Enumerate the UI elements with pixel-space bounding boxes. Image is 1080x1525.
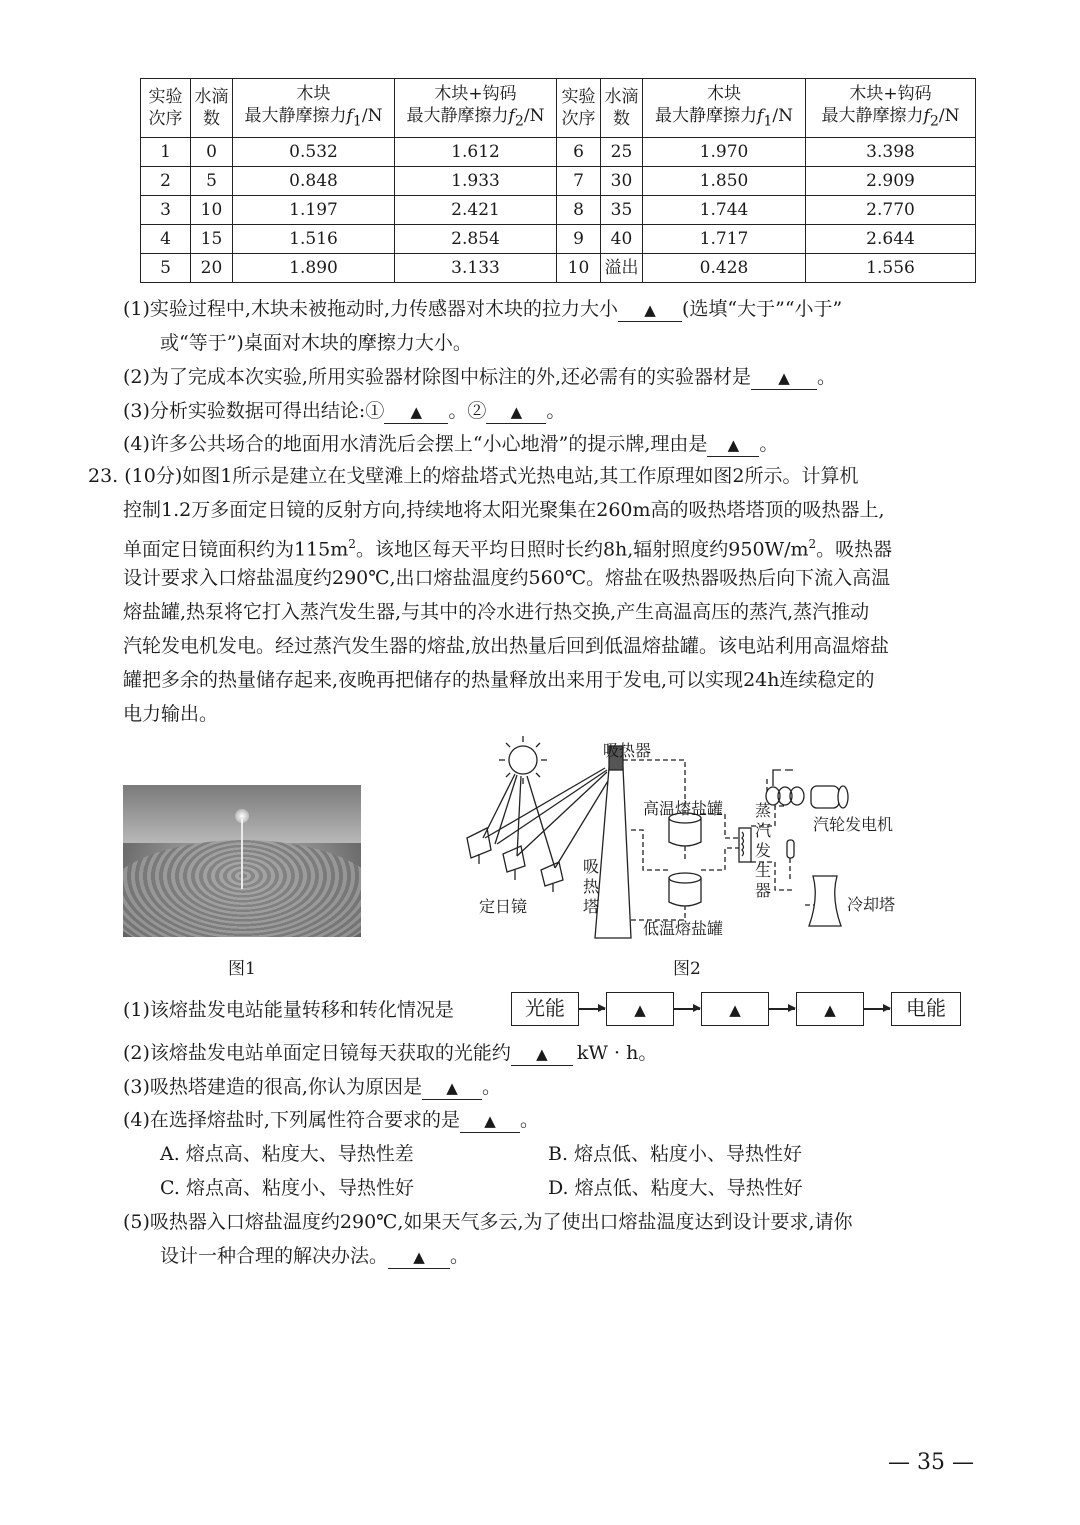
table-row — [141, 167, 976, 196]
energy-box-blank-3: ▲ — [796, 992, 864, 1026]
table-cell: 40 — [601, 225, 643, 254]
label-heliostat: 定日镜 — [479, 897, 528, 916]
table-cell: 0.532 — [233, 138, 395, 167]
table-cell: 3 — [141, 196, 191, 225]
table-cell: 3.133 — [395, 254, 557, 283]
q23-para-line5: 熔盐罐,热泵将它打入蒸汽发生器,与其中的冷水进行热交换,产生高温高压的蒸汽,蒸汽推动 — [123, 601, 870, 623]
table-cell: 1.612 — [395, 138, 557, 167]
q23-para-line3: 单面定日镜面积约为$115m^2$。该地区每天平均日照时长约8h,辐射照度约$950W/m^2$。吸热器 — [123, 537, 893, 561]
header-drops-2: 水滴 数 — [601, 79, 643, 138]
table-cell: 20 — [191, 254, 233, 283]
table-cell: 5 — [141, 254, 191, 283]
table-cell: 8 — [557, 196, 601, 225]
energy-box-start: 光能 — [511, 992, 579, 1026]
option-c: C. 熔点高、粘度小、导热性好 — [160, 1177, 414, 1199]
table-cell: 1.744 — [643, 196, 806, 225]
table-cell: 3.398 — [806, 138, 976, 167]
table-cell: 1.516 — [233, 225, 395, 254]
q23-para-line1: 23. (10分)如图1所示是建立在戈壁滩上的熔盐塔式光热电站,其工作原理如图2所示。计算机 — [88, 465, 859, 487]
q23-para-line8: 电力输出。 — [123, 703, 219, 725]
header-f2-2: 木块+钩码 最大静摩擦力$f_2/N$ — [806, 79, 976, 138]
q22-3: (3)分析实验数据可得出结论:① ▲ 。② ▲ 。 — [123, 400, 566, 422]
answer-blank-mark: ▲ — [727, 436, 740, 454]
friction-data-table — [140, 78, 976, 283]
table-cell: 5 — [191, 167, 233, 196]
arrow-icon — [674, 1008, 700, 1010]
table-cell: 6 — [557, 138, 601, 167]
table-header-row — [141, 79, 976, 138]
option-a: A. 熔点高、粘度大、导热性差 — [160, 1143, 414, 1165]
arrow-icon — [864, 1008, 890, 1010]
answer-blank-mark: ▲ — [536, 1045, 548, 1063]
energy-box-blank-2: ▲ — [701, 992, 769, 1026]
q23-para-line2: 控制1.2万多面定日镜的反射方向,持续地将太阳光聚集在260m高的吸热塔塔顶的吸热器上, — [123, 499, 885, 521]
table-cell: 溢出 — [601, 254, 643, 283]
page-number: — 35 — — [888, 1450, 974, 1475]
heliostat-mirror — [503, 846, 525, 872]
label-turbine: 汽轮发电机 — [813, 815, 894, 834]
q23-para-line6: 汽轮发电机发电。经过蒸汽发生器的熔盐,放出热量后回到低温熔盐罐。该电站利用高温熔盐 — [123, 635, 890, 657]
header-f2: 木块+钩码 最大静摩擦力$f_2/N$ — [395, 79, 557, 138]
table-cell: 1 — [141, 138, 191, 167]
answer-blank-mark: ▲ — [413, 1248, 425, 1266]
table-cell: 0 — [191, 138, 233, 167]
table-cell: 25 — [601, 138, 643, 167]
arrow-icon — [579, 1008, 605, 1010]
q22-4: (4)许多公共场合的地面用水清洗后会摆上“小心地滑”的提示牌,理由是 ▲ 。 — [123, 433, 779, 455]
table-cell: 2.644 — [806, 225, 976, 254]
label-tower-3: 塔 — [583, 897, 600, 916]
table-cell: 7 — [557, 167, 601, 196]
fig1-caption: 图1 — [228, 959, 256, 979]
table-cell: 1.556 — [806, 254, 976, 283]
option-d: D. 熔点低、粘度大、导热性好 — [548, 1177, 803, 1199]
header-drops: 水滴 数 — [191, 79, 233, 138]
pump-icon — [787, 840, 794, 858]
cooling-tower-icon — [809, 876, 841, 926]
q22-1-line1: (1)实验过程中,木块未被拖动时,力传感器对木块的拉力大小 ▲ (选填“大于”“小于” — [123, 298, 843, 320]
table-cell: 2.421 — [395, 196, 557, 225]
label-cold-tank: 低温熔盐罐 — [643, 919, 724, 938]
option-b: B. 熔点低、粘度小、导热性好 — [548, 1143, 803, 1165]
sun-icon — [509, 746, 537, 774]
label-cooling-tower: 冷却塔 — [847, 895, 896, 914]
label-steam-2: 汽 — [755, 821, 772, 840]
energy-box-end: 电能 — [891, 992, 961, 1026]
arrow-icon — [769, 1008, 795, 1010]
label-hot-tank: 高温熔盐罐 — [643, 799, 724, 818]
fig2-caption: 图2 — [673, 959, 701, 979]
table-row — [141, 196, 976, 225]
table-row — [141, 138, 976, 167]
table-cell: 1.197 — [233, 196, 395, 225]
q23-para-line4: 设计要求入口熔盐温度约290℃,出口熔盐温度约560℃。熔盐在吸热器吸热后向下流入高温 — [123, 567, 891, 589]
answer-blank-mark: ▲ — [510, 403, 523, 421]
table-cell: 1.890 — [233, 254, 395, 283]
header-f1-2: 木块 最大静摩擦力$f_1/N$ — [643, 79, 806, 138]
fig1-solar-plant-photo — [123, 785, 361, 937]
table-cell: 1.717 — [643, 225, 806, 254]
fig2-schematic — [455, 730, 925, 945]
answer-blank-mark: ▲ — [484, 1112, 496, 1130]
table-cell: 4 — [141, 225, 191, 254]
q22-2: (2)为了完成本次实验,所用实验器材除图中标注的外,还必需有的实验器材是 ▲ 。 — [123, 366, 837, 388]
q22-1-line2: 或“等于”)桌面对木块的摩擦力大小。 — [160, 332, 472, 354]
q23-5-line2: 设计一种合理的解决办法。 ▲ 。 — [160, 1245, 470, 1267]
table-cell: 1.933 — [395, 167, 557, 196]
table-cell: 1.970 — [643, 138, 806, 167]
table-cell: 2.909 — [806, 167, 976, 196]
q23-para-line7: 罐把多余的热量储存起来,夜晚再把储存的热量释放出来用于发电,可以实现24h连续稳定的 — [123, 669, 875, 691]
q23-3: (3)吸热塔建造的很高,你认为原因是 ▲ 。 — [123, 1076, 501, 1098]
heliostat-mirror — [541, 862, 563, 886]
turbine-icon — [766, 770, 848, 808]
table-cell: 2 — [141, 167, 191, 196]
table-row — [141, 225, 976, 254]
table-cell: 0.848 — [233, 167, 395, 196]
header-f1: 木块 最大静摩擦力$f_1/N$ — [233, 79, 395, 138]
q23-1: (1)该熔盐发电站能量转移和转化情况是 — [123, 999, 454, 1021]
answer-blank-mark: ▲ — [446, 1079, 458, 1097]
table-cell: 35 — [601, 196, 643, 225]
label-steam-4: 生 — [755, 861, 772, 880]
header-order-2: 实验 次序 — [557, 79, 601, 138]
answer-blank-mark: ▲ — [644, 301, 656, 319]
table-row — [141, 254, 976, 283]
table-cell: 1.850 — [643, 167, 806, 196]
table-cell: 30 — [601, 167, 643, 196]
label-tower-1: 吸 — [583, 857, 600, 876]
table-cell: 15 — [191, 225, 233, 254]
answer-blank-mark: ▲ — [410, 403, 423, 421]
steam-generator — [739, 828, 751, 862]
label-steam-1: 蒸 — [755, 801, 772, 820]
table-cell: 2.854 — [395, 225, 557, 254]
table-cell: 9 — [557, 225, 601, 254]
table-cell: 2.770 — [806, 196, 976, 225]
label-absorber: 吸热器 — [603, 741, 652, 760]
energy-box-blank-1: ▲ — [606, 992, 674, 1026]
q23-5-line1: (5)吸热器入口熔盐温度约290℃,如果天气多云,为了使出口熔盐温度达到设计要求,请你 — [123, 1211, 853, 1233]
table-cell: 10 — [557, 254, 601, 283]
q23-4: (4)在选择熔盐时,下列属性符合要求的是 ▲ 。 — [123, 1109, 539, 1131]
label-tower-2: 热 — [583, 877, 600, 896]
table-cell: 0.428 — [643, 254, 806, 283]
label-steam-5: 器 — [755, 881, 772, 900]
q23-2: (2)该熔盐发电站单面定日镜每天获取的光能约 ▲ kW · h。 — [123, 1042, 658, 1064]
table-cell: 10 — [191, 196, 233, 225]
heliostat-mirror — [467, 828, 491, 858]
label-steam-3: 发 — [755, 841, 772, 860]
header-order: 实验 次序 — [141, 79, 191, 138]
answer-blank-mark: ▲ — [778, 369, 790, 387]
